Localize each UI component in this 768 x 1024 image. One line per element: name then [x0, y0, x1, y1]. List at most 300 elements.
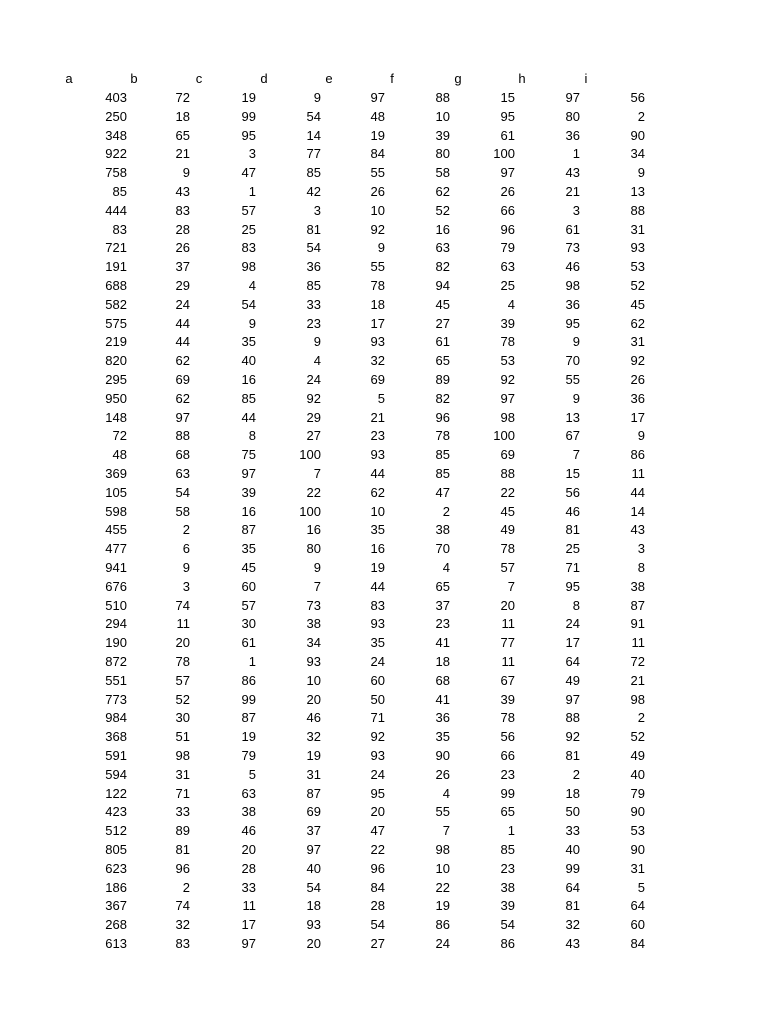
table-cell: 9 [313, 90, 321, 105]
table-cell: 39 [500, 898, 515, 914]
table-cell: 20 [306, 936, 321, 951]
table-cell: 24 [175, 296, 190, 312]
table-cell: 23 [435, 616, 450, 632]
table-cell: 35 [435, 729, 450, 745]
table-cell: 9 [313, 334, 321, 350]
table-cell: 63 [241, 785, 256, 801]
table-cell: 4 [442, 785, 450, 801]
table-cell: 19 [241, 90, 256, 105]
table-cell: 22 [435, 879, 450, 895]
table-cell: 24 [306, 372, 321, 387]
table-cell: 69 [175, 372, 190, 387]
table-cell: 35 [241, 541, 256, 557]
table-cell: 85 [500, 842, 515, 857]
table-cell: 35 [370, 635, 385, 651]
table-cell: 9 [182, 165, 190, 181]
table-cell: 33 [306, 296, 321, 312]
table-cell: 9 [572, 390, 580, 406]
table-cell: 83 [112, 221, 127, 237]
table-cell: 27 [435, 315, 450, 331]
table-cell: 7 [442, 823, 450, 839]
table-cell: 3 [637, 541, 645, 557]
table-cell: 9 [313, 560, 321, 575]
table-cell: 45 [630, 296, 645, 312]
table-cell: 97 [241, 936, 256, 951]
table-cell: 17 [630, 409, 645, 425]
table-cell: 368 [105, 729, 127, 745]
table-cell: 65 [435, 578, 450, 594]
table-cell: 294 [105, 616, 127, 632]
table-cell: 623 [105, 860, 127, 876]
table-cell: 35 [241, 334, 256, 350]
table-cell: 17 [565, 635, 580, 651]
table-cell: 49 [630, 748, 645, 763]
table-cell: 4 [507, 296, 515, 312]
table-cell: 25 [565, 541, 580, 557]
table-cell: 10 [370, 202, 385, 218]
table-cell: 88 [175, 428, 190, 444]
table-cell: 69 [500, 447, 515, 463]
table-cell: 26 [630, 372, 645, 387]
table-cell: 48 [370, 108, 385, 124]
table-cell: 66 [500, 748, 515, 763]
table-cell: 7 [313, 578, 321, 594]
table-cell: 22 [370, 842, 385, 857]
table-cell: 82 [435, 259, 450, 275]
table-cell: 71 [175, 785, 190, 801]
table-cell: 61 [500, 127, 515, 143]
table-cell: 18 [565, 785, 580, 801]
table-cell: 97 [500, 165, 515, 181]
table-cell: 86 [435, 917, 450, 933]
table-cell: 79 [241, 748, 256, 763]
table-cell: 88 [630, 202, 645, 218]
table-cell: 31 [630, 334, 645, 350]
table-cell: 758 [105, 165, 127, 181]
table-cell: 62 [370, 484, 385, 500]
table-cell: 45 [500, 503, 515, 519]
table-cell: 2 [572, 766, 580, 782]
table-cell: 9 [637, 428, 645, 444]
table-cell: 48 [112, 447, 127, 463]
table-cell: 47 [435, 484, 450, 500]
table-cell: 23 [500, 860, 515, 876]
table-cell: 54 [306, 108, 321, 124]
table-cell: 14 [630, 503, 645, 519]
table-cell: 43 [630, 522, 645, 538]
table-cell: 95 [500, 108, 515, 124]
table-cell: 55 [435, 804, 450, 820]
table-cell: 60 [241, 578, 256, 594]
table-cell: 24 [370, 654, 385, 669]
table-cell: 510 [105, 597, 127, 613]
table-cell: 31 [630, 860, 645, 876]
table-cell: 15 [500, 90, 515, 105]
table-cell: 90 [435, 748, 450, 763]
table-cell: 31 [306, 766, 321, 782]
table-cell: 95 [241, 127, 256, 143]
table-cell: 40 [630, 766, 645, 782]
table-cell: 84 [370, 146, 385, 162]
table-cell: 57 [241, 597, 256, 613]
table-cell: 17 [241, 917, 256, 933]
table-cell: 72 [630, 654, 645, 669]
table-cell: 25 [241, 221, 256, 237]
table-cell: 820 [105, 353, 127, 369]
table-cell: 54 [370, 917, 385, 933]
table-cell: 16 [241, 372, 256, 387]
table-cell: 99 [565, 860, 580, 876]
column-header-c: c [195, 71, 203, 86]
table-cell: 191 [105, 259, 127, 275]
table-cell: 19 [370, 560, 385, 575]
table-cell: 72 [112, 428, 127, 444]
table-cell: 78 [370, 278, 385, 293]
table-cell: 33 [241, 879, 256, 895]
table-cell: 31 [175, 766, 190, 782]
table-cell: 96 [435, 409, 450, 425]
table-cell: 7 [572, 447, 580, 463]
table-cell: 9 [248, 315, 256, 331]
table-cell: 83 [175, 202, 190, 218]
table-cell: 27 [370, 936, 385, 951]
table-cell: 78 [175, 654, 190, 669]
table-cell: 21 [630, 672, 645, 688]
table-cell: 55 [370, 165, 385, 181]
table-cell: 99 [500, 785, 515, 801]
table-cell: 10 [370, 503, 385, 519]
table-cell: 64 [565, 654, 580, 669]
table-cell: 63 [435, 240, 450, 256]
table-cell: 2 [637, 710, 645, 726]
table-cell: 941 [105, 560, 127, 575]
table-cell: 100 [299, 503, 321, 519]
table-cell: 5 [637, 879, 645, 895]
table-cell: 582 [105, 296, 127, 312]
table-cell: 40 [241, 353, 256, 369]
table-cell: 56 [500, 729, 515, 745]
table-cell: 18 [435, 654, 450, 669]
table-cell: 56 [565, 484, 580, 500]
table-cell: 71 [565, 560, 580, 575]
table-cell: 68 [435, 672, 450, 688]
table-cell: 23 [306, 315, 321, 331]
table-cell: 85 [306, 165, 321, 181]
table-cell: 148 [105, 409, 127, 425]
table-cell: 773 [105, 691, 127, 707]
table-cell: 36 [565, 296, 580, 312]
table-cell: 23 [500, 766, 515, 782]
table-cell: 688 [105, 278, 127, 293]
table-cell: 77 [306, 146, 321, 162]
table-cell: 54 [306, 240, 321, 256]
table-cell: 594 [105, 766, 127, 782]
table-cell: 74 [175, 597, 190, 613]
table-cell: 54 [306, 879, 321, 895]
table-cell: 86 [630, 447, 645, 463]
table-cell: 84 [370, 879, 385, 895]
table-cell: 100 [493, 428, 515, 444]
table-cell: 38 [306, 616, 321, 632]
table-cell: 87 [306, 785, 321, 801]
table-cell: 26 [370, 184, 385, 199]
table-cell: 93 [370, 616, 385, 632]
table-cell: 676 [105, 578, 127, 594]
table-cell: 98 [630, 691, 645, 707]
table-cell: 367 [105, 898, 127, 914]
table-cell: 54 [241, 296, 256, 312]
table-cell: 67 [565, 428, 580, 444]
table-cell: 20 [306, 691, 321, 707]
table-cell: 52 [175, 691, 190, 707]
column-header-a: a [65, 71, 73, 86]
table-cell: 81 [306, 221, 321, 237]
table-cell: 44 [630, 484, 645, 500]
table-cell: 26 [435, 766, 450, 782]
table-cell: 97 [370, 90, 385, 105]
table-cell: 92 [565, 729, 580, 745]
table-cell: 36 [306, 259, 321, 275]
table-cell: 32 [565, 917, 580, 933]
table-cell: 29 [306, 409, 321, 425]
table-cell: 53 [630, 259, 645, 275]
table-cell: 85 [112, 184, 127, 199]
table-cell: 43 [565, 936, 580, 951]
table-cell: 66 [500, 202, 515, 218]
table-cell: 100 [493, 146, 515, 162]
table-cell: 21 [175, 146, 190, 162]
table-cell: 11 [501, 616, 515, 632]
table-cell: 97 [241, 466, 256, 481]
table-cell: 28 [175, 221, 190, 237]
table-cell: 92 [370, 221, 385, 237]
table-cell: 40 [306, 860, 321, 876]
table-cell: 950 [105, 390, 127, 406]
table-cell: 32 [306, 729, 321, 745]
table-cell: 42 [306, 184, 321, 199]
table-cell: 29 [175, 278, 190, 293]
table-cell: 98 [435, 842, 450, 857]
table-cell: 5 [248, 766, 256, 782]
table-cell: 27 [306, 428, 321, 444]
table-cell: 613 [105, 936, 127, 951]
table-cell: 95 [565, 315, 580, 331]
column-header-b: b [130, 71, 138, 86]
table-cell: 9 [572, 334, 580, 350]
table-cell: 100 [299, 447, 321, 463]
column-header-h: h [518, 71, 526, 86]
table-cell: 75 [241, 447, 256, 463]
table-cell: 82 [435, 390, 450, 406]
table-cell: 65 [500, 804, 515, 820]
table-cell: 57 [175, 672, 190, 688]
table-cell: 85 [241, 390, 256, 406]
table-cell: 92 [500, 372, 515, 387]
table-cell: 81 [565, 898, 580, 914]
table-cell: 52 [630, 278, 645, 293]
column-header-g: g [454, 71, 462, 86]
table-cell: 90 [630, 127, 645, 143]
table-cell: 93 [630, 240, 645, 256]
table-cell: 10 [306, 672, 321, 688]
table-cell: 51 [175, 729, 190, 745]
table-cell: 23 [370, 428, 385, 444]
table-cell: 11 [501, 654, 515, 669]
table-cell: 81 [175, 842, 190, 857]
table-cell: 98 [500, 409, 515, 425]
table-cell: 93 [306, 654, 321, 669]
table-cell: 83 [241, 240, 256, 256]
table-cell: 477 [105, 541, 127, 557]
table-cell: 65 [175, 127, 190, 143]
table-cell: 18 [175, 108, 190, 124]
table-cell: 16 [306, 522, 321, 538]
table-cell: 46 [241, 823, 256, 839]
table-cell: 28 [241, 860, 256, 876]
table-cell: 89 [435, 372, 450, 387]
table-cell: 47 [241, 165, 256, 181]
table-cell: 49 [565, 672, 580, 688]
table-cell: 805 [105, 842, 127, 857]
table-cell: 46 [565, 259, 580, 275]
table-cell: 105 [105, 484, 127, 500]
table-cell: 591 [105, 748, 127, 763]
table-cell: 97 [306, 842, 321, 857]
table-cell: 872 [105, 654, 127, 669]
table-cell: 61 [565, 221, 580, 237]
table-cell: 25 [500, 278, 515, 293]
table-cell: 87 [630, 597, 645, 613]
table-cell: 30 [175, 710, 190, 726]
table-cell: 92 [630, 353, 645, 369]
table-cell: 20 [370, 804, 385, 820]
table-cell: 93 [306, 917, 321, 933]
table-cell: 71 [370, 710, 385, 726]
table-cell: 58 [435, 165, 450, 181]
table-cell: 61 [435, 334, 450, 350]
table-cell: 65 [435, 353, 450, 369]
table-cell: 78 [435, 428, 450, 444]
table-cell: 36 [565, 127, 580, 143]
table-cell: 575 [105, 315, 127, 331]
table-cell: 8 [637, 560, 645, 575]
table-cell: 52 [630, 729, 645, 745]
table-cell: 34 [306, 635, 321, 651]
table-cell: 348 [105, 127, 127, 143]
table-cell: 18 [370, 296, 385, 312]
table-cell: 9 [637, 165, 645, 181]
table-cell: 28 [370, 898, 385, 914]
table-cell: 2 [442, 503, 450, 519]
table-cell: 39 [241, 484, 256, 500]
table-cell: 85 [435, 466, 450, 481]
table-cell: 62 [435, 184, 450, 199]
table-cell: 9 [377, 240, 385, 256]
table-cell: 20 [241, 842, 256, 857]
table-cell: 5 [377, 390, 385, 406]
table-cell: 95 [565, 578, 580, 594]
table-cell: 10 [435, 860, 450, 876]
table-cell: 70 [435, 541, 450, 557]
table-cell: 57 [241, 202, 256, 218]
table-cell: 53 [630, 823, 645, 839]
table-cell: 88 [500, 466, 515, 481]
table-cell: 93 [370, 748, 385, 763]
table-cell: 95 [370, 785, 385, 801]
table-cell: 46 [565, 503, 580, 519]
table-cell: 63 [175, 466, 190, 481]
table-cell: 24 [435, 936, 450, 951]
table-cell: 55 [370, 259, 385, 275]
table-cell: 46 [306, 710, 321, 726]
table-cell: 3 [313, 202, 321, 218]
column-header-e: e [325, 71, 333, 86]
table-cell: 35 [370, 522, 385, 538]
table-cell: 33 [565, 823, 580, 839]
table-cell: 49 [500, 522, 515, 538]
table-cell: 44 [175, 315, 190, 331]
table-cell: 79 [500, 240, 515, 256]
table-cell: 90 [630, 804, 645, 820]
table-cell: 984 [105, 710, 127, 726]
table-cell: 79 [630, 785, 645, 801]
table-cell: 7 [313, 466, 321, 481]
table-cell: 44 [370, 578, 385, 594]
table-cell: 39 [435, 127, 450, 143]
table-cell: 96 [370, 860, 385, 876]
table-cell: 55 [565, 372, 580, 387]
table-cell: 69 [306, 804, 321, 820]
table-cell: 36 [630, 390, 645, 406]
table-cell: 98 [241, 259, 256, 275]
table-cell: 80 [435, 146, 450, 162]
table-cell: 97 [175, 409, 190, 425]
table-cell: 219 [105, 334, 127, 350]
table-cell: 455 [105, 522, 127, 538]
table-cell: 83 [175, 936, 190, 951]
table-cell: 1 [248, 184, 256, 199]
table-cell: 32 [175, 917, 190, 933]
table-cell: 54 [175, 484, 190, 500]
table-cell: 99 [241, 108, 256, 124]
table-cell: 20 [500, 597, 515, 613]
table-cell: 39 [500, 691, 515, 707]
table-cell: 69 [370, 372, 385, 387]
table-cell: 11 [242, 898, 256, 914]
table-cell: 61 [241, 635, 256, 651]
table-cell: 91 [630, 616, 645, 632]
table-cell: 96 [500, 221, 515, 237]
table-cell: 81 [565, 748, 580, 763]
table-cell: 87 [241, 710, 256, 726]
table-cell: 33 [175, 804, 190, 820]
table-cell: 97 [565, 90, 580, 105]
table-cell: 4 [442, 560, 450, 575]
table-cell: 14 [306, 127, 321, 143]
table-cell: 47 [370, 823, 385, 839]
table-cell: 84 [630, 936, 645, 951]
table-cell: 37 [435, 597, 450, 613]
table-cell: 250 [105, 108, 127, 124]
table-cell: 13 [565, 409, 580, 425]
table-cell: 80 [565, 108, 580, 124]
table-cell: 16 [241, 503, 256, 519]
table-cell: 21 [370, 409, 385, 425]
table-cell: 31 [630, 221, 645, 237]
table-cell: 54 [500, 917, 515, 933]
table-cell: 43 [565, 165, 580, 181]
table-cell: 9 [182, 560, 190, 575]
